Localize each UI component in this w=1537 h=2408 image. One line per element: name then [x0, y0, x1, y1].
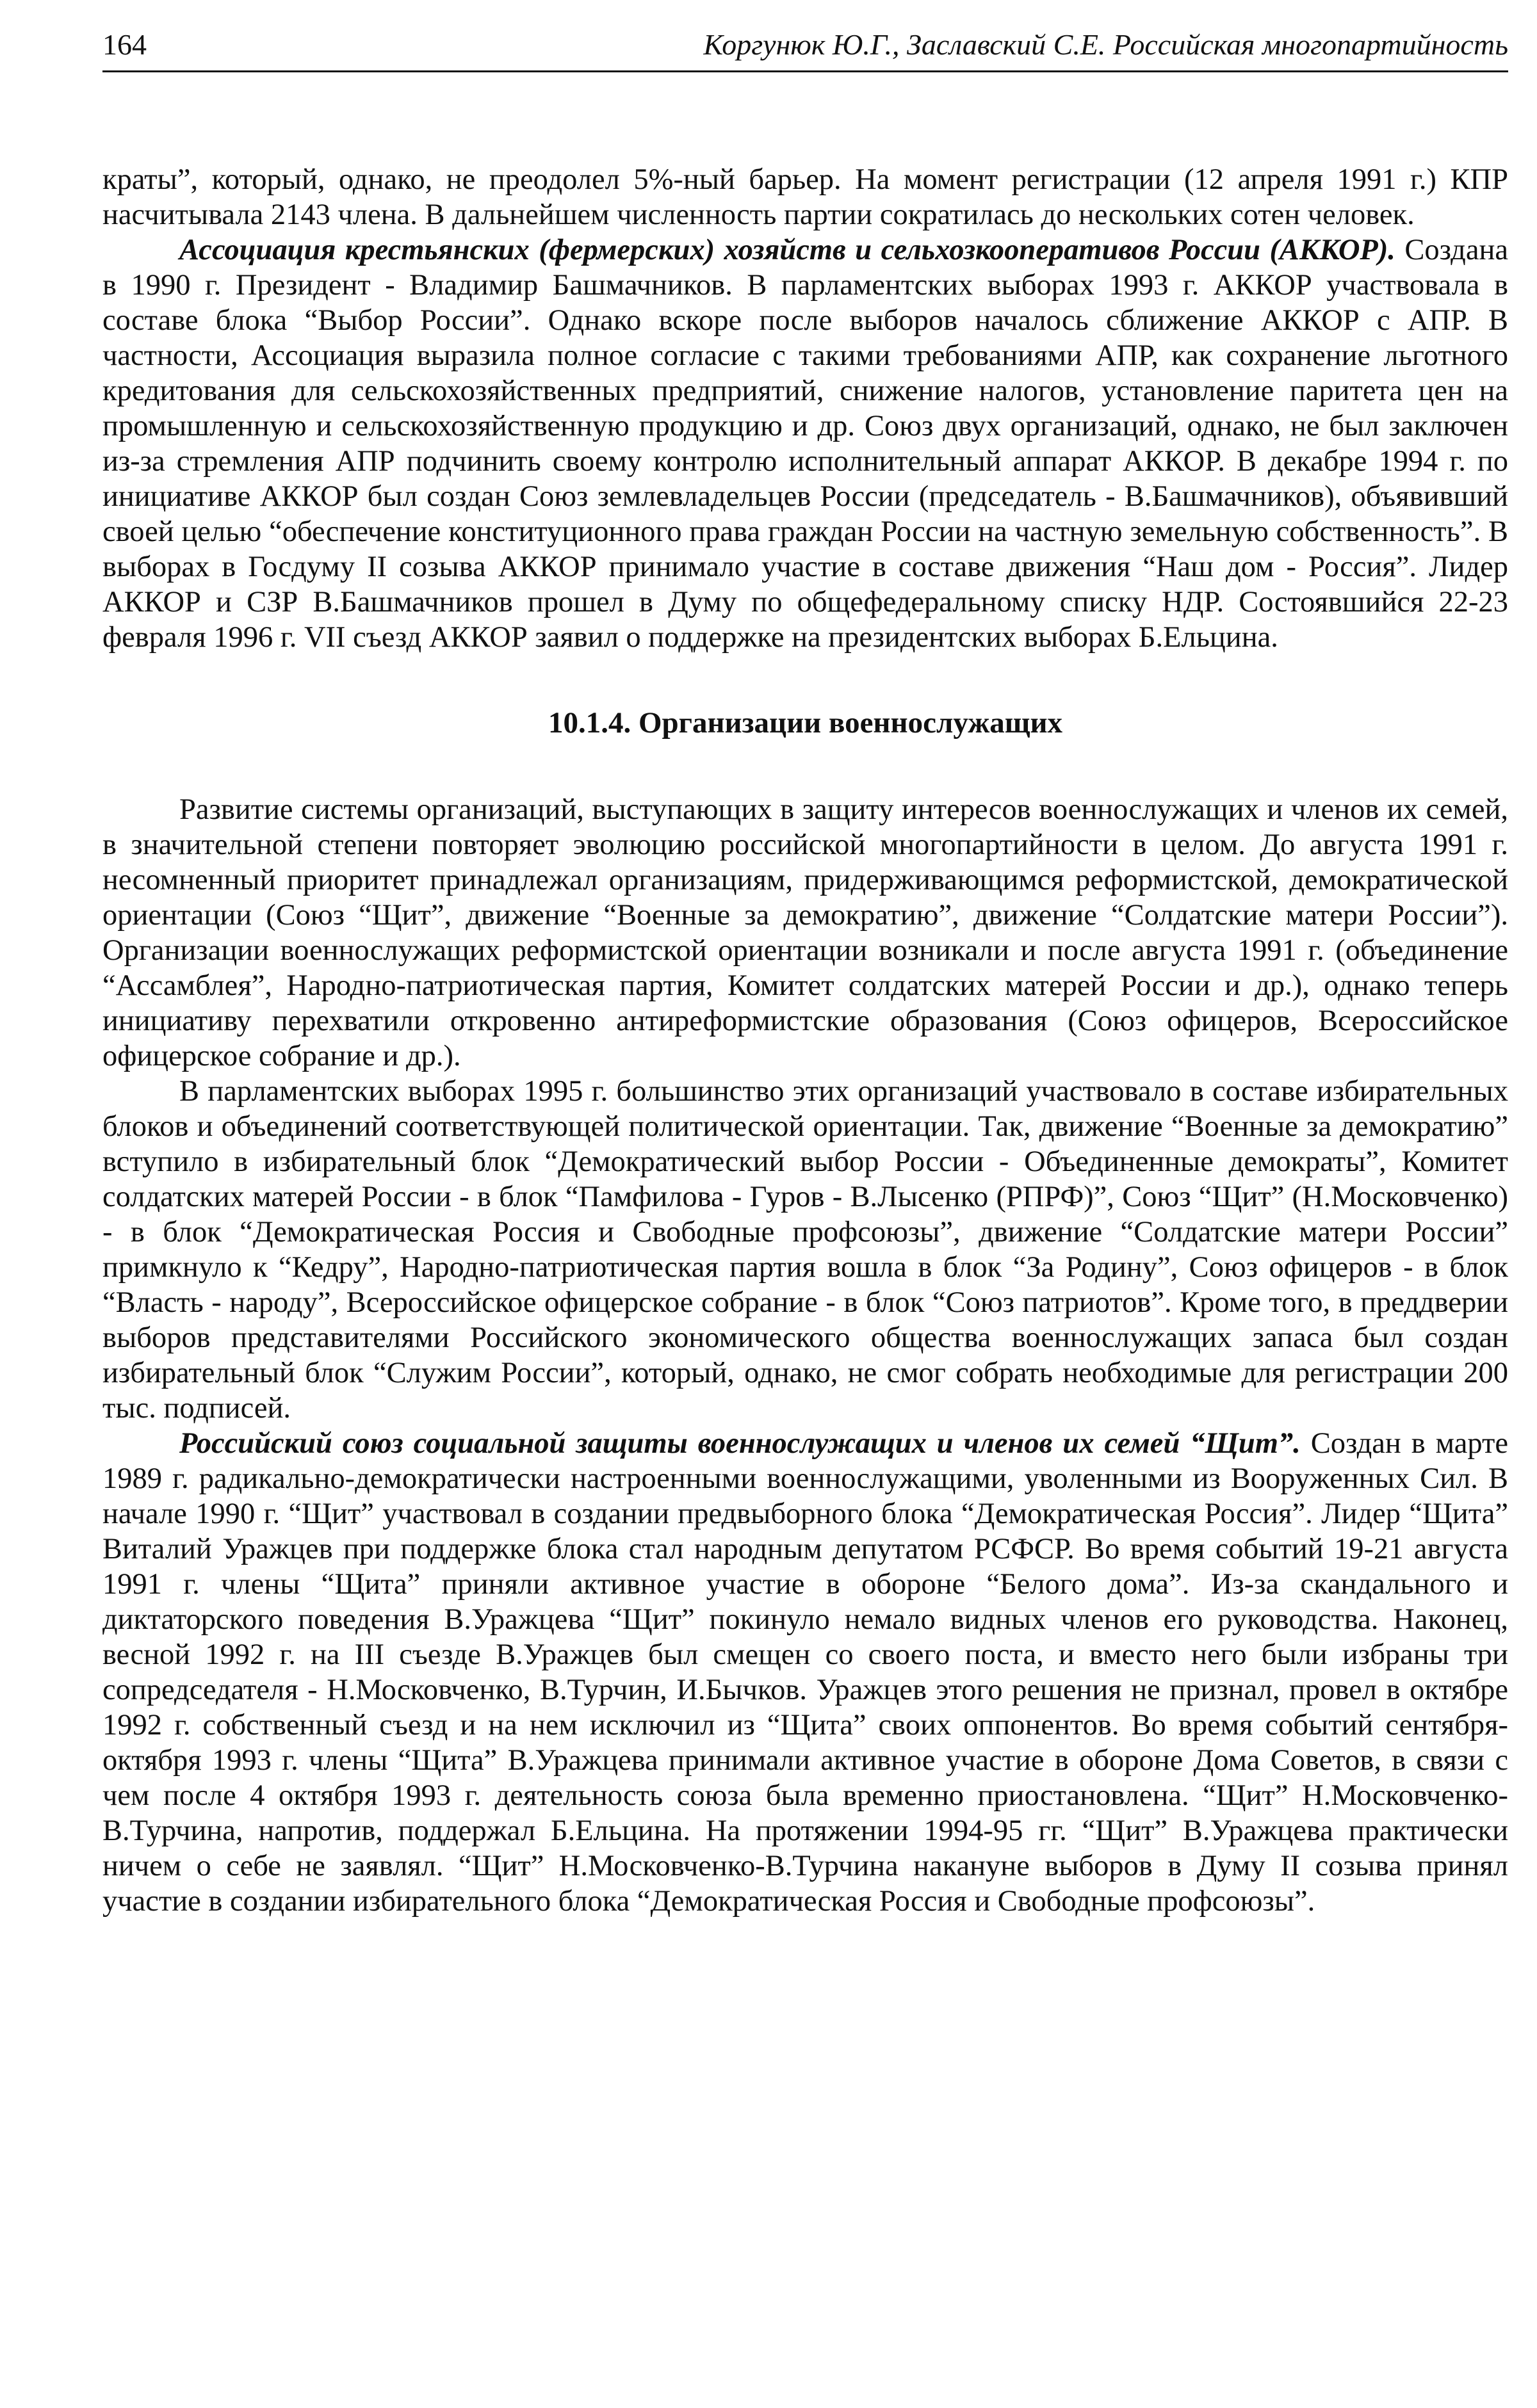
- body-text-bottom: [102, 792, 1508, 1919]
- paragraph-military-orgs-intro: [102, 792, 1508, 1074]
- page-number: 164: [102, 28, 147, 61]
- paragraph-text: Создана в 1990 г. Президент - Владимир Башмачников. В парламентских выборах 1993 г. АККОР участвовала в составе блока “Выбор России”. Однако вскоре после выборов началось сближение АККОР с АПР. В частности, Ассоциация выразила полное согласие с такими требованиями АПР, как сохранение льготного кредитования для сельскохозяйственных предприятий, снижение налогов, установление паритета цен на промышленную и сельскохозяйственную продукцию и др. Союз двух организаций, однако, не был заключен из-за стремления АПР подчинить своему контролю исполнительный аппарат АККОР. В декабре 1994 г. по инициативе АККОР был создан Союз землевладельцев России (председатель - В.Башмачников), объявивший своей целью “обеспечение конституционного права граждан России на частную земельную собственность”. В выборах в Госдуму II созыва АККОР принимало участие в составе движения “Наш дом - Россия”. Лидер АККОР и СЗР В.Башмачников прошел в Думу по общефедеральному списку НДР. Состоявшийся 22-23 февраля 1996 г. VII съезд АККОР заявил о поддержке на президентских выборах Б.Ельцина.: [102, 234, 1508, 654]
- paragraph-text: Развитие системы организаций, выступающих в защиту интересов военнослужащих и членов их семей, в значительной степени повторяет эволюцию российской многопартийности в целом. До августа 1991 г. несомненный приоритет принадлежал организациям, придерживающимся реформистской, демократической ориентации (Союз “Щит”, движение “Военные за демократию”, движение “Солдатские матери России”). Организации военнослужащих реформистской ориентации возникали и после августа 1991 г. (объединение “Ассамблея”, Народно-патриотическая партия, Комитет солдатских матерей России и др.), однако теперь инициативу перехватили откровенно антиреформистские образования (Союз офицеров, Всероссийское офицерское собрание и др.).: [102, 793, 1508, 1072]
- body-text-top: [102, 162, 1508, 655]
- paragraph-akkor: [102, 232, 1508, 655]
- document-page: [102, 26, 1508, 1919]
- paragraph-lead-term: Ассоциация крестьянских (фермерских) хозяйств и сельхозкооперативов России (АККОР).: [179, 234, 1395, 266]
- paragraph-text: Создан в марте 1989 г. радикально-демократически настроенными военнослужащими, уволенными из Вооруженных Сил. В начале 1990 г. “Щит” участвовал в создании предвыборного блока “Демократическая Россия”. Лидер “Щита” Виталий Уражцев при поддержке блока стал народным депутатом РСФСР. Во время событий 19-21 августа 1991 г. члены “Щита” приняли активное участие в обороне “Белого дома”. Из-за скандального и диктаторского поведения В.Уражцева “Щит” покинуло немало видных членов его руководства. Наконец, весной 1992 г. на III съезде В.Уражцев был смещен со своего поста, и вместо него были избраны три сопредседателя - Н.Московченко, В.Турчин, И.Бычков. Уражцев этого решения не признал, провел в октябре 1992 г. собственный съезд и на нем исключил из “Щита” своих оппонентов. Во время событий сентября-октября 1993 г. члены “Щита” В.Уражцева принимали активное участие в обороне Дома Советов, в связи с чем после 4 октября 1993 г. деятельность союза была временно приостановлена. “Щит” Н.Московченко-В.Турчина, напротив, поддержал Б.Ельцина. На протяжении 1994-95 гг. “Щит” В.Уражцева практически ничем о себе не заявлял. “Щит” Н.Московченко-В.Турчина накануне выборов в Думу II созыва принял участие в создании избирательного блока “Демократическая Россия и Свободные профсоюзы”.: [102, 1427, 1508, 1918]
- paragraph-shchit: [102, 1426, 1508, 1919]
- paragraph-lead-term: Российский союз социальной защиты военнослужащих и членов их семей “Щит”.: [179, 1427, 1301, 1460]
- paragraph-kpr-continuation: [102, 162, 1508, 232]
- paragraph-elections-1995: [102, 1074, 1508, 1426]
- paragraph-text: В парламентских выборах 1995 г. большинство этих организаций участвовало в составе избирательных блоков и объединений соответствующей политической ориентации. Так, движение “Военные за демократию” вступило в избирательный блок “Демократический выбор России - Объединенные демократы”, Комитет солдатских матерей России - в блок “Памфилова - Гуров - В.Лысенко (РПРФ)”, Союз “Щит” (Н.Московченко) - в блок “Демократическая Россия и Свободные профсоюзы”, движение “Солдатские матери России” примкнуло к “Кедру”, Народно-патриотическая партия вошла в блок “За Родину”, Союз офицеров - в блок “Власть - народу”, Всероссийское офицерское собрание - в блок “Союз патриотов”. Кроме того, в преддверии выборов представителями Российского экономического общества военнослужащих запаса был создан избирательный блок “Служим России”, который, однако, не смог собрать необходимые для регистрации 200 тыс. подписей.: [102, 1075, 1508, 1425]
- running-header: [102, 26, 1508, 72]
- running-title: Коргунюк Ю.Г., Заславский С.Е. Российская многопартийность: [703, 28, 1508, 61]
- paragraph-text: краты”, который, однако, не преодолел 5%-ный барьер. На момент регистрации (12 апреля 1991 г.) КПР насчитывала 2143 члена. В дальнейшем численность партии сократилась до нескольких сотен человек.: [102, 163, 1508, 231]
- section-heading: 10.1.4. Организации военнослужащих: [548, 706, 1063, 739]
